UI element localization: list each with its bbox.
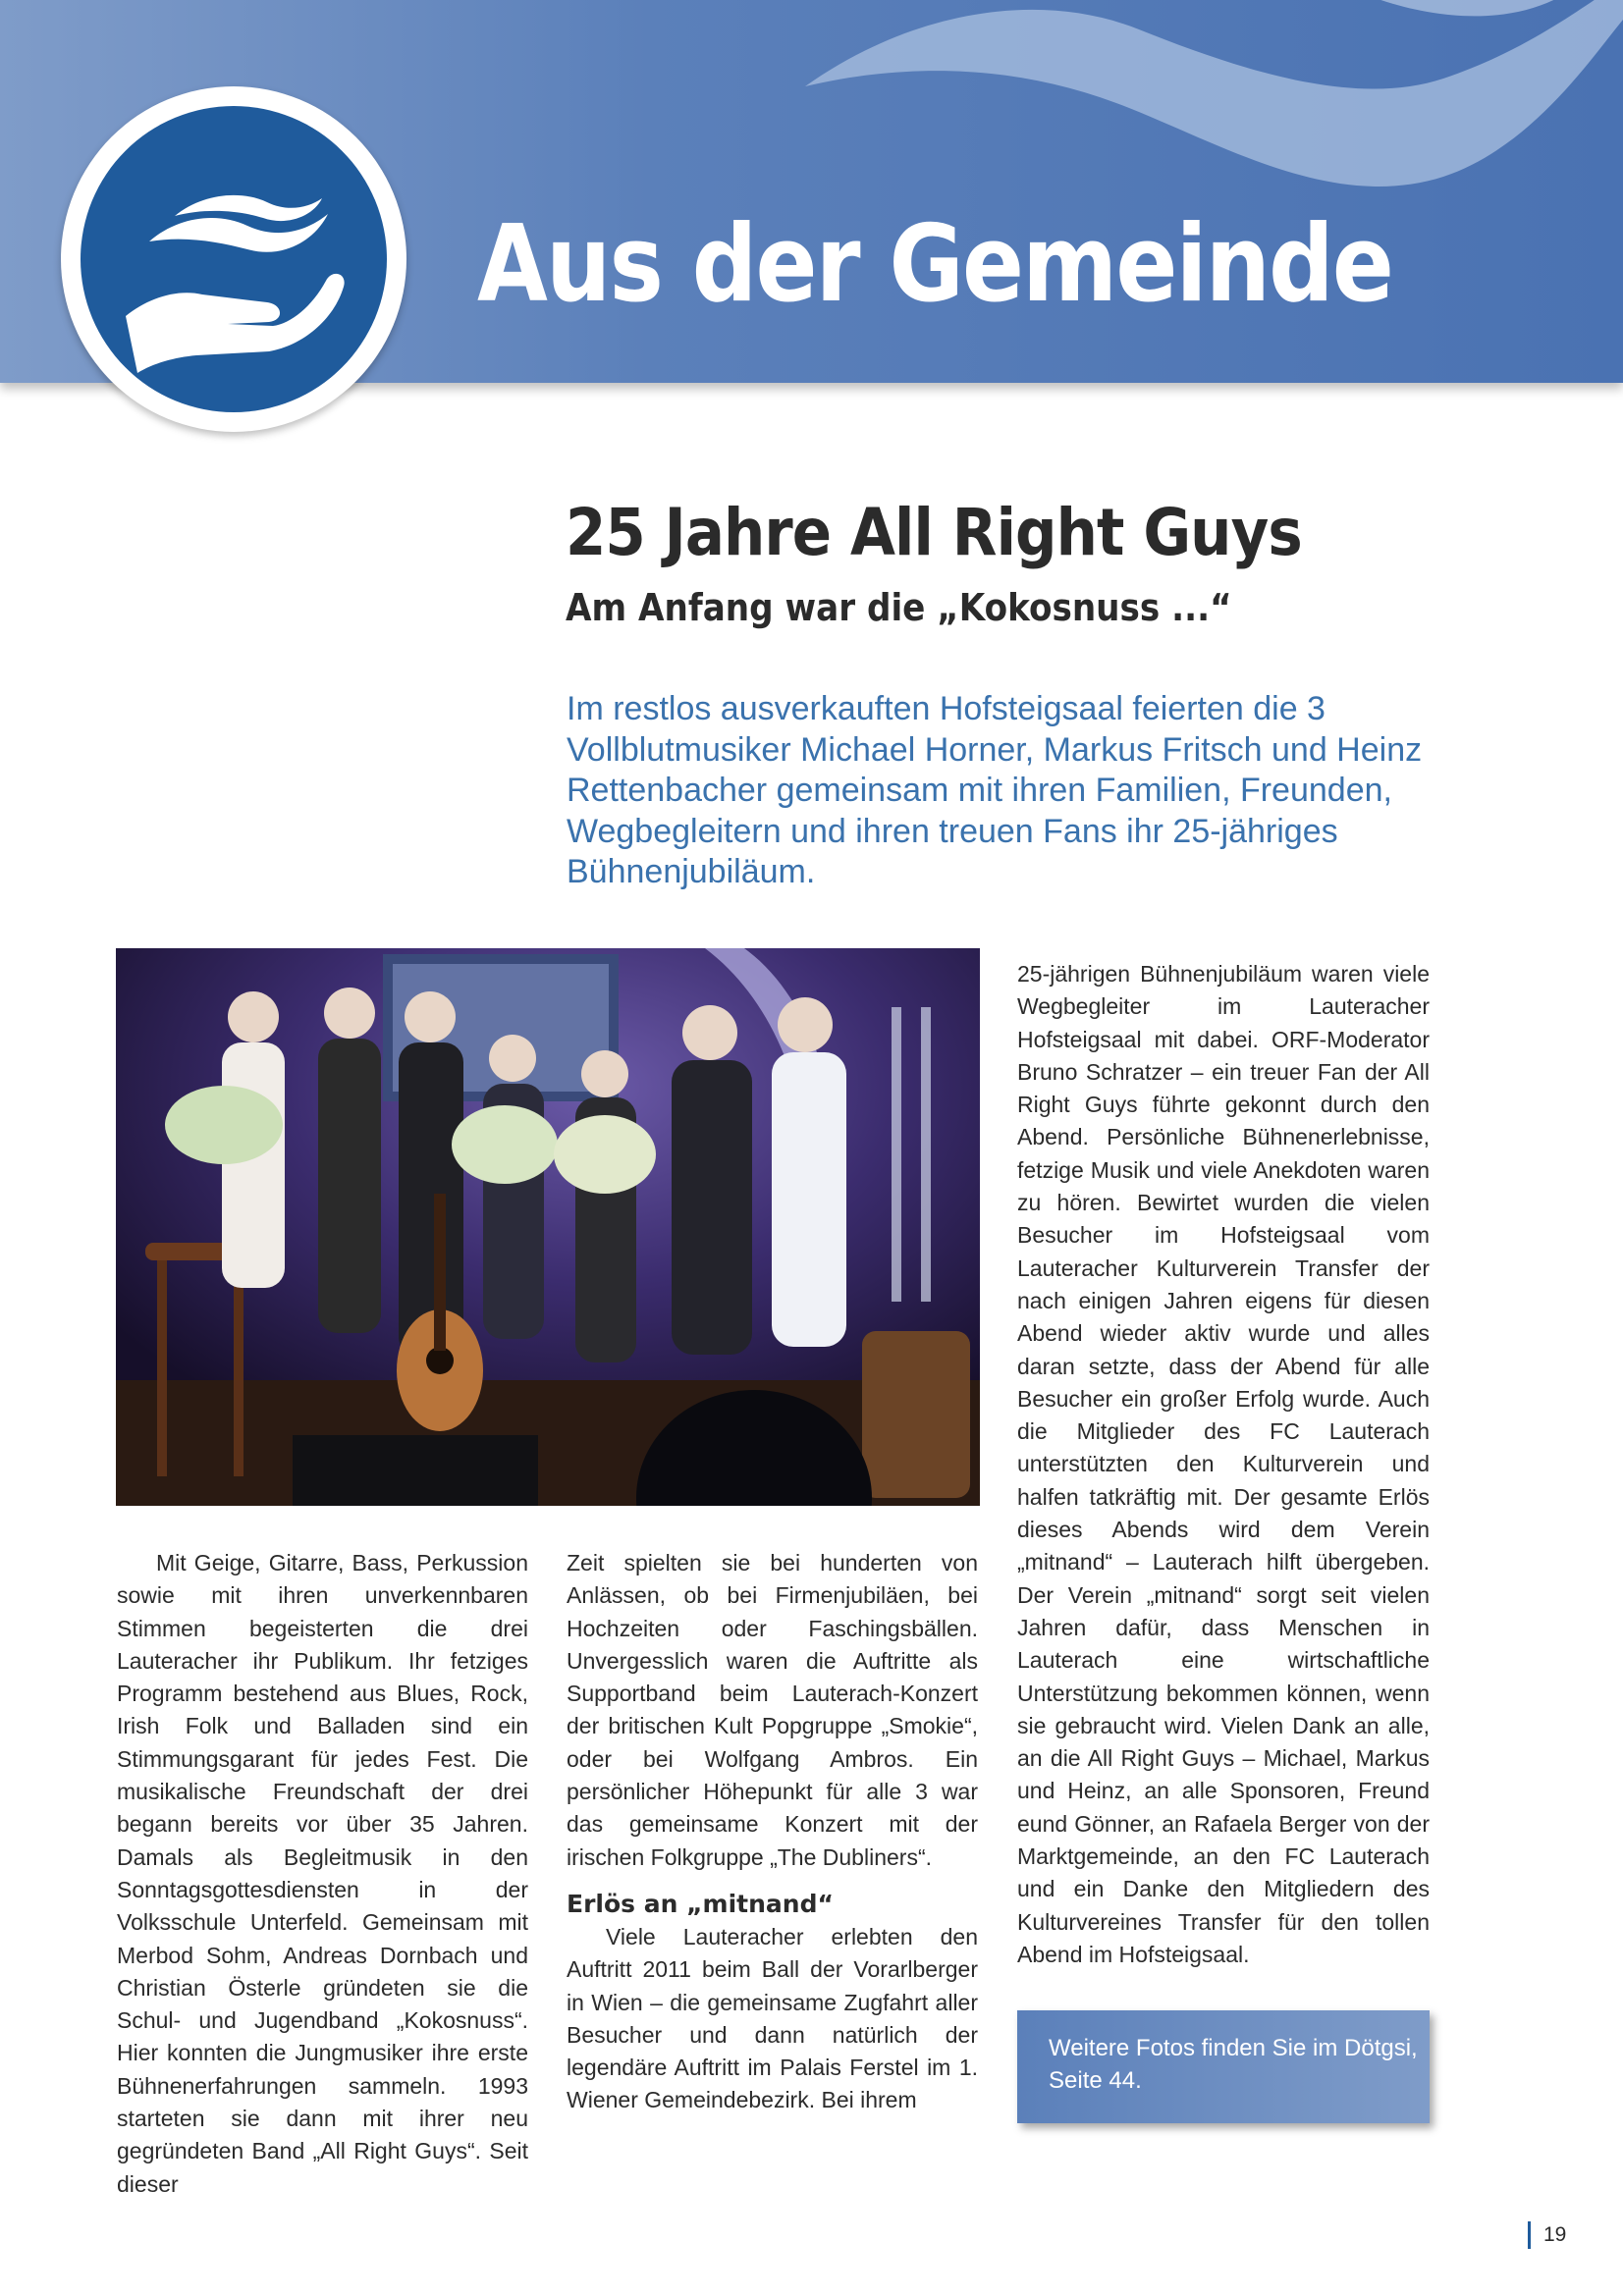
article-subheadline: Am Anfang war die „Kokosnuss ...“ xyxy=(566,586,1232,629)
band-photo xyxy=(116,948,980,1506)
article-lead: Im restlos ausverkauften Hofsteigsaal feierten die 3 Vollblutmusiker Michael Horner, Markus Fritsch und Heinz Rettenbacher gemeinsam mit ihren Familien, Freunden, Wegbegleitern und ihren treuen Fans ihr 25-jähriges Bühnenjubiläum. xyxy=(567,690,1423,890)
article-column-2 xyxy=(567,1547,978,2117)
column-2-text-part-1: Zeit spielten sie bei hunderten von Anlässen, ob bei Firmenjubiläen, bei Hochzeiten oder Faschingsbällen. Unvergesslich waren die Auftritte als Supportband beim Lauterach-Konzert der britischen Kult Popgruppe „Smokie“, oder bei Wolfgang Ambros. Ein persönlicher Höhepunkt für alle 3 war das gemeinsame Konzert mit der irischen Folkgruppe „The Dubliners“. xyxy=(567,1550,978,1870)
more-photos-infobox xyxy=(1017,2010,1430,2123)
column-1-text: Mit Geige, Gitarre, Bass, Perkussion sowie mit ihren unverkennbaren Stimmen begeisterten die drei Lauteracher ihr Publikum. Ihr fetziges Programm bestehend aus Blues, Rock, Irish Folk und Balladen sind ein Stimmungsgarant für jedes Fest. Die musikalische Freundschaft der drei begann bereits vor über 35 Jahren. Damals als Begleitmusik in den Sonntagsgottesdiensten in der Volksschule Unterfeld. Gemeinsam mit Merbod Sohm, Andreas Dornbach und Christian Österle gründeten sie die Schul- und Jugendband „Kokosnuss“. Hier konnten die Jungmusiker ihre erste Bühnenerfahrungen sammeln. 1993 starteten sie dann mit ihrer neu gegründeten Band „All Right Guys“. Seit dieser xyxy=(117,1550,528,2197)
section-title: Aus der Gemeinde xyxy=(477,203,1393,326)
open-hand-with-waves-icon xyxy=(81,106,387,412)
article-column-1 xyxy=(117,1547,528,2201)
article-headline: 25 Jahre All Right Guys xyxy=(566,495,1302,570)
page-number: 19 xyxy=(1543,2223,1567,2246)
band-photo-illustration xyxy=(116,948,980,1506)
column-2-subheading: Erlös an „mitnand“ xyxy=(567,1889,834,1918)
column-3-text: 25-jährigen Bühnenjubiläum waren viele Wegbegleiter im Lauteracher Hofsteigsaal mit dabei. ORF-Moderator Bruno Schratzer – ein treuer Fan der All Right Guys führte gekonnt durch den Abend. Persönliche Bühnenerlebnisse, fetzige Musik und viele Anekdoten waren zu hören. Bewirtet wurden die vielen Besucher im Hofsteigsaal vom Lauteracher Kulturverein Transfer der nach einigen Jahren eigens für diesen Abend wieder aktiv wurde und alles daran setzte, dass der Abend für alle Besucher ein großer Erfolg wurde. Auch die Mitglieder des FC Lauterach unterstützten den Kulturverein und halfen tatkräftig mit. Der gesamte Erlös dieses Abends wird dem Verein „mitnand“ – Lauterach hilft übergeben. Der Verein „mitnand“ sorgt seit vielen Jahren dafür, dass Menschen in Lauterach eine wirtschaftliche Unterstützung bekommen können, wenn sie gebraucht wird. Vielen Dank an alle, an die All Right Guys – Michael, Markus und Heinz, an alle Sponsoren, Freund eund Gönner, an Rafaela Berger von der Marktgemeinde, an den FC Lauterach und ein Danke den Mitgliedern des Kulturvereines Transfer für den tollen Abend im Hofsteigsaal. xyxy=(1017,961,1430,1967)
logo-disc xyxy=(81,106,387,412)
page-number-bar xyxy=(1528,2221,1531,2249)
column-2-text-part-2: Viele Lauteracher erlebten den Auftritt 2011 beim Ball der Vorarlberger in Wien – die gemeinsame Zugfahrt aller Besucher und dann natürlich der legendäre Auftritt im Palais Ferstel im 1. Wiener Gemeindebezirk. Bei ihrem xyxy=(567,1923,978,2113)
article-column-3 xyxy=(1017,958,1430,1971)
infobox-text: Weitere Fotos finden Sie im Dötgsi, Seite 44. xyxy=(1049,2035,1418,2094)
logo xyxy=(61,86,406,432)
